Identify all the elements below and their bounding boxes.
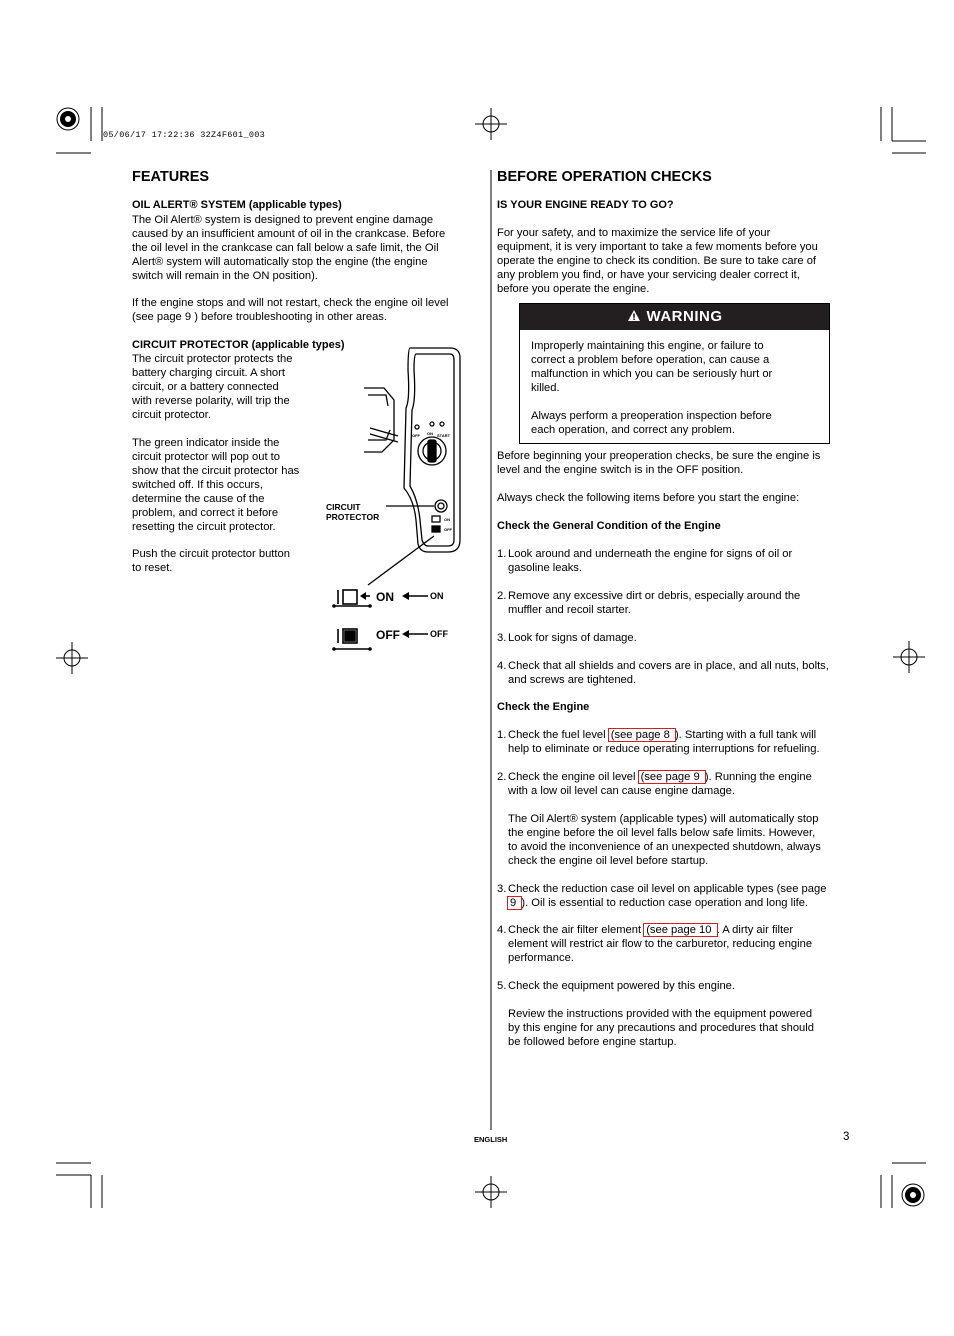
- list-number: 4.: [497, 924, 507, 936]
- text-line: Always perform a preoperation inspection before: [531, 410, 772, 422]
- footer-language: ENGLISH: [474, 1135, 508, 1144]
- circuit-protector-callout: [326, 502, 379, 522]
- oil-alert-heading: OIL ALERT® SYSTEM (applicable types): [132, 199, 342, 211]
- text-line: problem, and correct it before: [132, 507, 279, 519]
- text-span: ). Oil is essential to reduction case operation and long life.: [521, 897, 809, 909]
- text-line: Check the equipment powered by this engine.: [508, 980, 736, 992]
- text-line: with reverse polarity, will trip the: [132, 395, 290, 407]
- list-item: [497, 547, 852, 575]
- panel-off-label: OFF: [412, 433, 420, 438]
- text-line: the engine before the oil level falls below safe limits. However,: [508, 827, 816, 839]
- text-line: with a low oil level can cause engine damage.: [508, 785, 735, 797]
- callout-line: CIRCUIT: [326, 502, 361, 512]
- text-span: ). Starting with a full tank will: [674, 729, 817, 741]
- text-span: Check the air filter element: [508, 924, 645, 936]
- text-line: performance.: [508, 952, 574, 964]
- oil-stop-paragraph: [132, 296, 477, 324]
- text-line: to avoid the inconvenience of an unexpected shutdown, always: [508, 841, 821, 853]
- text-line: correct a problem before operation, can cause a: [531, 354, 770, 366]
- text-line: malfunction in which you can be seriously hurt or: [531, 368, 773, 380]
- push-reset-paragraph: [132, 547, 322, 575]
- warning-paragraph-2: [531, 409, 826, 437]
- general-condition-heading: Check the General Condition of the Engine: [497, 520, 721, 532]
- text-line: any problem you find, or have your servicing dealer correct it,: [497, 269, 800, 281]
- text-line: equipment, it is very important to take a few moments before you: [497, 241, 818, 253]
- text-line: Remove any excessive dirt or debris, especially around the: [508, 590, 801, 602]
- text-line: Check that all shields and covers are in place, and all nuts, bolts,: [508, 660, 829, 672]
- list-number: 3.: [497, 883, 507, 895]
- list-item: [497, 979, 857, 993]
- off-big-label: OFF: [376, 628, 400, 642]
- page-8-link[interactable]: (see page 8: [610, 729, 673, 741]
- list-number: 3.: [497, 632, 507, 644]
- always-check-text: Always check the following items before you start the engine:: [497, 492, 800, 504]
- page-9-link[interactable]: 9: [510, 897, 520, 909]
- text-line: to reset.: [132, 562, 173, 574]
- list-number: 1.: [497, 548, 507, 560]
- warning-triangle-icon: [627, 309, 641, 322]
- print-stamp: 05/06/17 17:22:36 32Z4F601_003: [103, 130, 266, 140]
- text-span: ). Running the engine: [704, 771, 812, 783]
- panel-cp-off-label: OFF: [444, 527, 452, 532]
- text-line: Push the circuit protector button: [132, 548, 290, 560]
- before-beginning-paragraph: [497, 449, 852, 477]
- text-line: check the engine oil level before startup.: [508, 855, 709, 867]
- circuit-protector-paragraph: [132, 352, 322, 422]
- text-line: battery charging circuit. A short: [132, 367, 285, 379]
- text-line: before you operate the engine.: [497, 283, 650, 295]
- text-span: Check the fuel level: [508, 729, 609, 741]
- warning-box: [519, 303, 830, 444]
- text-line: Improperly maintaining this engine, or failure to: [531, 340, 764, 352]
- list-item: [497, 882, 857, 910]
- text-line: show that the circuit protector has: [132, 465, 300, 477]
- page-10-link[interactable]: (see page 10: [646, 924, 715, 936]
- equipment-note: [497, 1007, 857, 1049]
- text-line: circuit protector.: [132, 409, 211, 421]
- text-line: If the engine stops and will not restart, check the engine oil level: [132, 297, 449, 309]
- panel-start-label: START: [437, 433, 451, 438]
- callout-line: PROTECTOR: [326, 512, 380, 522]
- list-number: 5.: [497, 980, 507, 992]
- text-line: Alert® system will automatically stop the engine (the engine: [132, 256, 428, 268]
- text-line: and screws are tightened.: [508, 674, 637, 686]
- text-line: by this engine for any precautions and procedures that should: [508, 1022, 814, 1034]
- warning-title: WARNING: [646, 308, 723, 325]
- text-line: killed.: [531, 382, 560, 394]
- text-line: help to eliminate or reduce operating interruptions for refueling.: [508, 743, 820, 755]
- text-line: muffler and recoil starter.: [508, 604, 631, 616]
- list-item: [497, 770, 857, 798]
- ready-heading: IS YOUR ENGINE READY TO GO?: [497, 199, 674, 211]
- text-line: switch will remain in the ON position).: [132, 270, 318, 282]
- text-line: circuit protector will pop out to: [132, 451, 280, 463]
- off-small-label: OFF: [430, 629, 448, 639]
- control-panel-figure: [324, 340, 474, 660]
- list-number: 2.: [497, 771, 507, 783]
- warning-paragraph-1: [531, 339, 826, 395]
- features-title: FEATURES: [132, 169, 210, 185]
- text-line: element will restrict air flow to the carburetor, reducing engine: [508, 938, 813, 950]
- text-line: resetting the circuit protector.: [132, 521, 276, 533]
- list-item: [497, 923, 857, 965]
- list-number: 4.: [497, 660, 507, 672]
- text-span: Check the engine oil level: [508, 771, 639, 783]
- green-indicator-paragraph: [132, 436, 322, 534]
- text-line: Check the reduction case oil level on applicable types (see page: [508, 883, 827, 895]
- list-item: [497, 728, 857, 756]
- text-line: Review the instructions provided with the equipment powered: [508, 1008, 813, 1020]
- on-big-label: ON: [376, 590, 394, 604]
- circuit-protector-heading: CIRCUIT PROTECTOR (applicable types): [132, 339, 345, 351]
- text-line: Look around and underneath the engine for signs of oil or: [508, 548, 793, 560]
- panel-cp-on-label: ON: [444, 517, 450, 522]
- page-9-link[interactable]: (see page 9: [640, 771, 703, 783]
- warning-header: [520, 304, 829, 330]
- text-span: . A dirty air filter: [716, 924, 794, 936]
- intro-paragraph: [497, 226, 852, 296]
- page-number: 3: [843, 1131, 850, 1143]
- oil-alert-note: [497, 812, 857, 868]
- text-line: caused by an insufficient amount of oil in the crankcase. Before: [132, 228, 446, 240]
- text-line: (see page 9 ) before troubleshooting in other areas.: [132, 311, 387, 323]
- check-engine-heading: Check the Engine: [497, 701, 590, 713]
- text-line: determine the cause of the: [132, 493, 265, 505]
- list-item: [497, 631, 852, 645]
- text-line: The Oil Alert® system (applicable types) will automatically stop: [508, 813, 819, 825]
- on-small-label: ON: [430, 591, 444, 601]
- text-line: For your safety, and to maximize the service life of your: [497, 227, 771, 239]
- text-line: Before beginning your preoperation checks, be sure the engine is: [497, 450, 821, 462]
- list-number: 2.: [497, 590, 507, 602]
- before-operation-title: BEFORE OPERATION CHECKS: [497, 169, 712, 185]
- text-line: gasoline leaks.: [508, 562, 583, 574]
- text-line: operate the engine to check its condition. Be sure to take care of: [497, 255, 817, 267]
- text-line: the oil level in the crankcase can fall below a safe limit, the Oil: [132, 242, 439, 254]
- text-line: level and the engine switch is in the OFF position.: [497, 464, 744, 476]
- list-item: [497, 659, 857, 687]
- text-line: The Oil Alert® system is designed to prevent engine damage: [132, 214, 434, 226]
- text-line: The circuit protector protects the: [132, 353, 293, 365]
- text-line: Look for signs of damage.: [508, 632, 637, 644]
- oil-alert-paragraph: [132, 213, 477, 283]
- panel-on-label: ON: [427, 431, 433, 436]
- text-line: be followed before engine startup.: [508, 1036, 677, 1048]
- list-number: 1.: [497, 729, 507, 741]
- list-item: [497, 589, 852, 617]
- text-line: circuit, or a battery connected: [132, 381, 279, 393]
- text-line: each operation, and correct any problem.: [531, 424, 735, 436]
- text-line: The green indicator inside the: [132, 437, 280, 449]
- text-line: switched off. If this occurs,: [132, 479, 263, 491]
